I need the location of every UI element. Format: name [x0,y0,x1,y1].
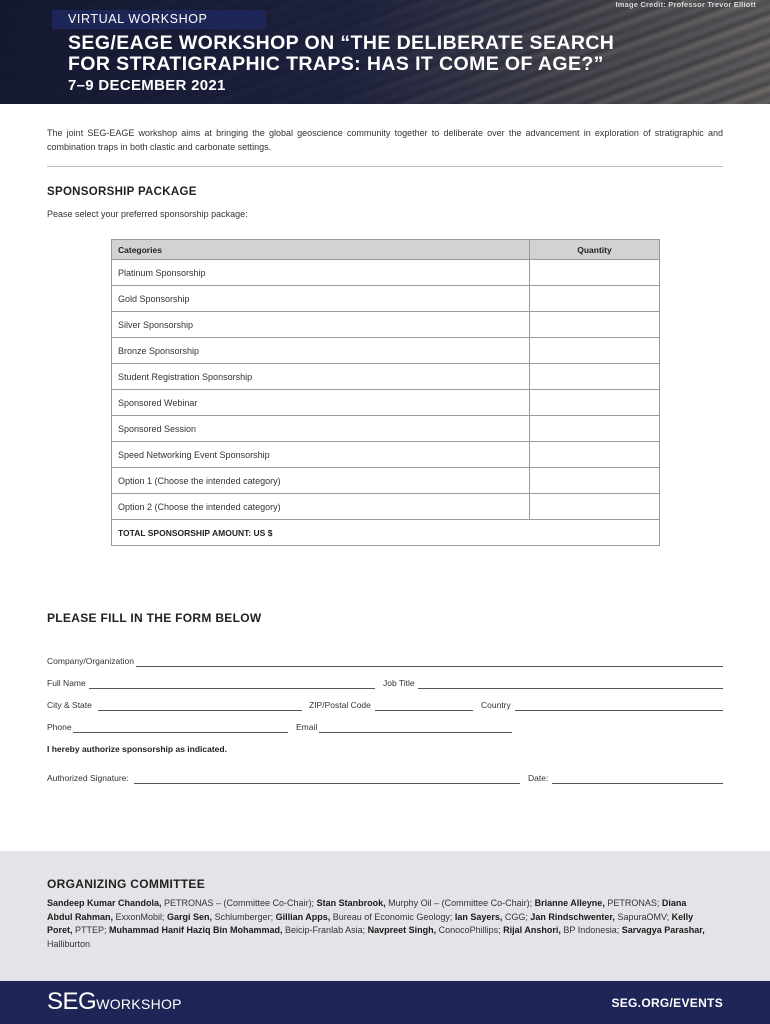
city-state-field[interactable] [98,710,302,711]
member-affiliation: Halliburton [47,925,708,949]
table-row [112,468,660,494]
image-credit: Image Credit: Professor Trevor Elliott [615,0,756,9]
table-row [112,442,660,468]
form-row-company [47,656,723,670]
authorization-statement: I hereby authorize sponsorship as indicated. [47,744,227,754]
member-name: Diana Abdul Rahman, [47,898,687,922]
category-cell: Sponsored Session [112,416,530,442]
full-name-field[interactable] [89,688,375,689]
member-name: Ian Sayers, [454,911,503,922]
quantity-input-cell[interactable] [530,286,660,312]
table-row [112,286,660,312]
table-row [112,364,660,390]
quantity-input-cell[interactable] [530,260,660,286]
sponsorship-table [111,239,660,546]
form-row-contact [47,722,723,736]
email-label: Email [296,722,318,732]
virtual-workshop-tag: VIRTUAL WORKSHOP [52,10,266,29]
committee-heading: ORGANIZING COMMITTEE [47,877,205,891]
member-name: Muhammad Hanif Haziq Bin Mohammad, [109,925,283,935]
member-name: Rijal Anshori, [503,925,561,935]
seg-workshop-logo [47,988,182,1016]
total-amount-label[interactable]: TOTAL SPONSORSHIP AMOUNT: US $ [112,520,660,546]
member-affiliation: Beicip-Franlab Asia; [282,925,368,935]
country-field[interactable] [515,710,723,711]
table-header-row [112,240,660,260]
member-affiliation: SapuraOMV; [614,911,672,922]
organizing-committee-section [0,851,770,981]
full-name-label: Full Name [47,678,86,688]
table-row [112,260,660,286]
sponsorship-heading: SPONSORSHIP PACKAGE [47,186,197,198]
quantity-input-cell[interactable] [530,312,660,338]
divider [47,166,723,167]
category-cell: Bronze Sponsorship [112,338,530,364]
logo-workshop: WORKSHOP [96,996,182,1012]
job-title-field[interactable] [418,688,723,689]
workshop-dates: 7–9 DECEMBER 2021 [68,77,226,94]
category-cell: Silver Sponsorship [112,312,530,338]
form-heading: PLEASE FILL IN THE FORM BELOW [47,611,262,625]
job-title-label: Job Title [383,678,415,688]
member-affiliation: Bureau of Economic Geology; [330,911,455,922]
quantity-input-cell[interactable] [530,494,660,520]
quantity-input-cell[interactable] [530,416,660,442]
city-state-label: City & State [47,700,92,710]
date-field[interactable] [552,783,723,784]
member-name: Gargi Sen, [167,911,213,922]
email-field[interactable] [319,732,512,733]
country-label: Country [481,700,511,710]
title-line-1: SEG/EAGE WORKSHOP ON “THE DELIBERATE SEARCH [68,32,615,54]
sponsorship-subtitle: Pease select your preferred sponsorship package: [47,209,248,219]
category-cell: Option 1 (Choose the intended category) [112,468,530,494]
quantity-input-cell[interactable] [530,390,660,416]
column-header-quantity: Quantity [530,240,660,260]
table-row [112,416,660,442]
website-link[interactable]: SEG.ORG/EVENTS [611,996,723,1010]
member-name: Gillian Apps, [275,911,331,922]
phone-label: Phone [47,722,72,732]
member-name: Sandeep Kumar Chandola, [47,898,162,908]
quantity-input-cell[interactable] [530,338,660,364]
date-label: Date: [528,773,549,783]
zip-field[interactable] [375,710,473,711]
form-row-signature [47,773,723,787]
column-header-categories: Categories [112,240,530,260]
signature-field[interactable] [134,783,520,784]
member-name: Jan Rindschwenter, [530,911,615,922]
member-name: Navpreet Singh, [367,925,437,935]
member-affiliation: BP Indonesia; [560,925,622,935]
member-name: Stan Stanbrook, [316,898,386,908]
member-name: Brianne Alleyne, [534,898,605,908]
total-row [112,520,660,546]
sponsorship-table-body [112,260,660,546]
intro-paragraph: The joint SEG-EAGE workshop aims at bringing the global geoscience community together to deliberate over the advancement in exploration of stratigraphic and combination traps in both clastic and carbonate settings. [47,128,723,152]
member-affiliation: ExxonMobil; [113,911,168,922]
member-name: Kelly Poret, [47,911,694,935]
logo-seg: SEG [47,988,97,1015]
quantity-input-cell[interactable] [530,442,660,468]
company-field[interactable] [136,666,723,667]
member-affiliation: PETRONAS – (Committee Co-Chair); [161,898,317,908]
table-row [112,390,660,416]
member-affiliation: CGG; [502,911,531,922]
member-affiliation: ConocoPhillips; [436,925,504,935]
zip-label: ZIP/Postal Code [309,700,371,710]
member-affiliation: PTTEP; [72,925,110,935]
category-cell: Gold Sponsorship [112,286,530,312]
company-label: Company/Organization [47,656,134,666]
form-row-name [47,678,723,692]
table-row [112,494,660,520]
category-cell: Sponsored Webinar [112,390,530,416]
member-name: Sarvagya Parashar, [621,925,705,935]
table-row [112,338,660,364]
title-line-2: FOR STRATIGRAPHIC TRAPS: HAS IT COME OF AGE?” [68,53,604,75]
member-affiliation: PETRONAS; [604,898,662,908]
form-row-location [47,700,723,714]
table-row [112,312,660,338]
category-cell: Speed Networking Event Sponsorship [112,442,530,468]
phone-field[interactable] [73,732,288,733]
quantity-input-cell[interactable] [530,364,660,390]
member-affiliation: Schlumberger; [212,911,276,922]
quantity-input-cell[interactable] [530,468,660,494]
header-banner [0,0,770,104]
category-cell: Option 2 (Choose the intended category) [112,494,530,520]
signature-label: Authorized Signature: [47,773,129,783]
workshop-title [68,33,748,75]
footer [0,981,770,1024]
member-affiliation: Murphy Oil – (Committee Co-Chair); [385,898,535,908]
category-cell: Platinum Sponsorship [112,260,530,286]
committee-members [47,897,707,951]
category-cell: Student Registration Sponsorship [112,364,530,390]
